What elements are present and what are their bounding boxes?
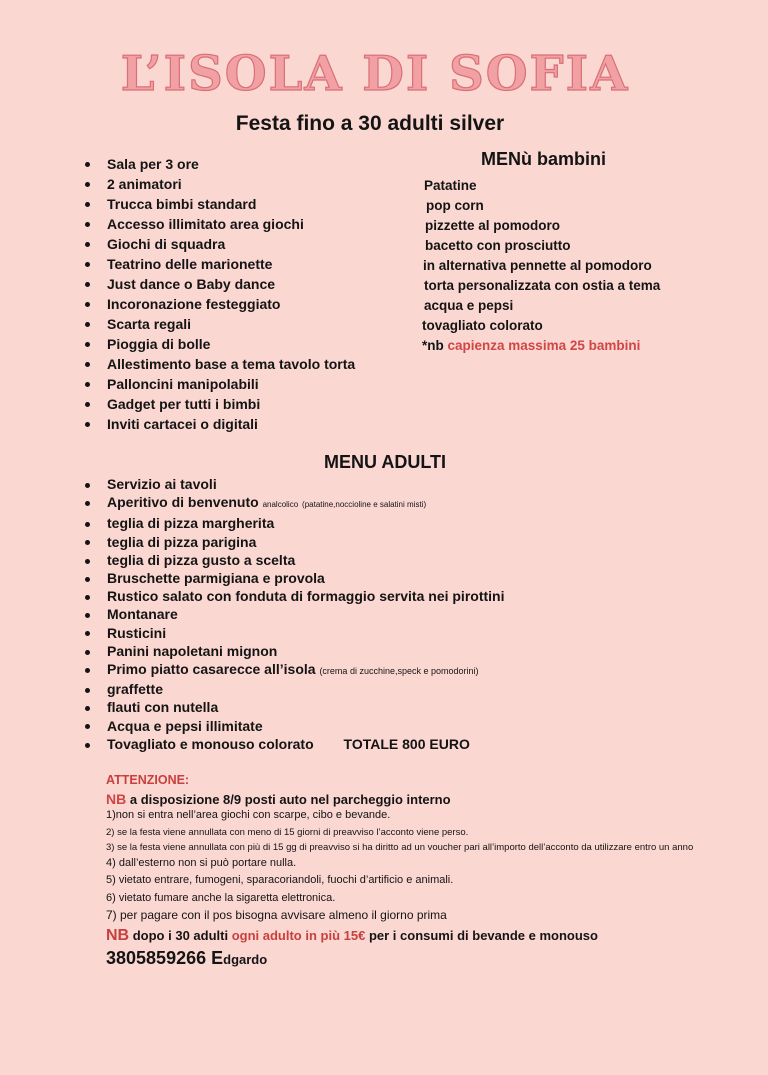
list-item: Sala per 3 ore xyxy=(85,154,415,174)
list-item: teglia di pizza margherita xyxy=(85,514,725,532)
list-item: Panini napoletani mignon xyxy=(85,642,725,660)
rule-item: 1)non si entra nell’area giochi con scarpe, cibo e bevande. xyxy=(106,809,391,821)
list-item: torta personalizzata con ostia a tema xyxy=(424,278,661,293)
list-item: teglia di pizza parigina xyxy=(85,533,725,551)
extra-price: ogni adulto in più 15€ xyxy=(231,927,366,943)
parking-text: a disposizione 8/9 posti auto nel parcheggio interno xyxy=(129,792,451,807)
nb-label: NB xyxy=(106,791,127,807)
list-item: tovagliato colorato xyxy=(422,318,543,333)
nb-label: NB xyxy=(106,926,130,944)
list-item: Gadget per tutti i bimbi xyxy=(85,394,415,414)
page-subtitle: Festa fino a 30 adulti silver xyxy=(235,112,505,135)
contact-phone xyxy=(106,948,746,969)
list-item: in alternativa pennette al pomodoro xyxy=(423,258,652,273)
total-price: TOTALE 800 EURO xyxy=(343,735,470,752)
list-item: graffette xyxy=(85,680,725,698)
contact-rest: dgardo xyxy=(223,951,268,967)
list-item: Accesso illimitato area giochi xyxy=(85,214,415,234)
list-item: Just dance o Baby dance xyxy=(85,274,415,294)
list-item: pizzette al pomodoro xyxy=(425,218,560,233)
list-item: Trucca bimbi standard xyxy=(85,194,415,214)
rules-list xyxy=(106,807,746,925)
contact-name xyxy=(211,948,267,968)
list-item: Montanare xyxy=(85,605,725,623)
extra-text-a: dopo i 30 adulti xyxy=(132,927,229,943)
kids-menu-title: MENù bambini xyxy=(481,149,606,169)
item-text: Aperitivo di benvenuto xyxy=(107,494,259,511)
list-item: teglia di pizza gusto a scelta xyxy=(85,551,725,569)
item-detail: (crema di zucchine,speck e pomodorini) xyxy=(319,666,479,677)
attention-title: ATTENZIONE: xyxy=(106,773,190,787)
item-detail: analcolico xyxy=(262,500,299,510)
list-item: Palloncini manipolabili xyxy=(85,374,415,394)
list-item: flauti con nutella xyxy=(85,698,725,716)
contact-initial: E xyxy=(211,947,224,968)
list-item: Allestimento base a tema tavolo torta xyxy=(85,354,415,374)
rule-item: 2) se la festa viene annullata con meno di 15 giorni di preavviso l’acconto viene perso. xyxy=(106,826,469,838)
page-title: L’ISOLA DI SOFIA xyxy=(120,46,630,102)
list-item: Teatrino delle marionette xyxy=(85,254,415,274)
list-item: Pioggia di bolle xyxy=(85,334,415,354)
adults-menu-list xyxy=(85,475,725,753)
list-item: bacetto con prosciutto xyxy=(425,238,571,253)
list-item: Bruschette parmigiana e provola xyxy=(85,569,725,587)
note-prefix: *nb xyxy=(422,338,444,353)
list-item: Acqua e pepsi illimitate xyxy=(85,717,725,735)
rule-item: 7) per pagare con il pos bisogna avvisare almeno il giorno prima xyxy=(106,908,447,922)
rule-item: 3) se la festa viene annullata con più di 15 gg di preavviso si ha diritto ad un voucher pari all’importo dell’acconto da utilizzare entro un anno xyxy=(106,841,694,853)
list-item: acqua e pepsi xyxy=(424,298,514,313)
list-item: Giochi di squadra xyxy=(85,234,415,254)
capacity-text: capienza massima 25 bambini xyxy=(447,338,641,353)
list-item: Scarta regali xyxy=(85,314,415,334)
kids-capacity-note xyxy=(420,336,760,356)
rule-item: 5) vietato entrare, fumogeni, sparacoriandoli, fuochi d’artificio e animali. xyxy=(106,874,454,886)
extra-adult-note xyxy=(106,927,746,945)
list-item: Servizio ai tavoli xyxy=(85,475,725,493)
parking-note xyxy=(106,791,746,807)
item-detail: (patatine,noccioline e salatini misti) xyxy=(302,500,427,510)
item-text: Primo piatto casarecce all’isola xyxy=(107,661,316,678)
list-item xyxy=(85,660,725,680)
list-item: pop corn xyxy=(426,198,484,213)
phone-number: 3805859266 xyxy=(106,947,207,968)
adults-menu-title: MENU ADULTI xyxy=(324,452,446,472)
extra-text-c: per i consumi di bevande e monouso xyxy=(368,927,598,943)
list-item: Rusticini xyxy=(85,624,725,642)
attention-section xyxy=(106,773,746,969)
list-item: 2 animatori xyxy=(85,174,415,194)
rule-item: 4) dall’esterno non si può portare nulla. xyxy=(106,856,297,869)
list-item xyxy=(85,493,725,514)
list-item: Inviti cartacei o digitali xyxy=(85,414,415,434)
kids-menu-list xyxy=(420,176,760,356)
item-text: Tovagliato e monouso colorato xyxy=(107,735,314,752)
rule-item: 6) vietato fumare anche la sigaretta elettronica. xyxy=(106,891,336,904)
list-item: Incoronazione festeggiato xyxy=(85,294,415,314)
list-item: Patatine xyxy=(424,178,477,193)
list-item xyxy=(85,735,725,753)
list-item: Rustico salato con fonduta di formaggio servita nei pirottini xyxy=(85,587,725,605)
included-services-list xyxy=(85,154,415,434)
